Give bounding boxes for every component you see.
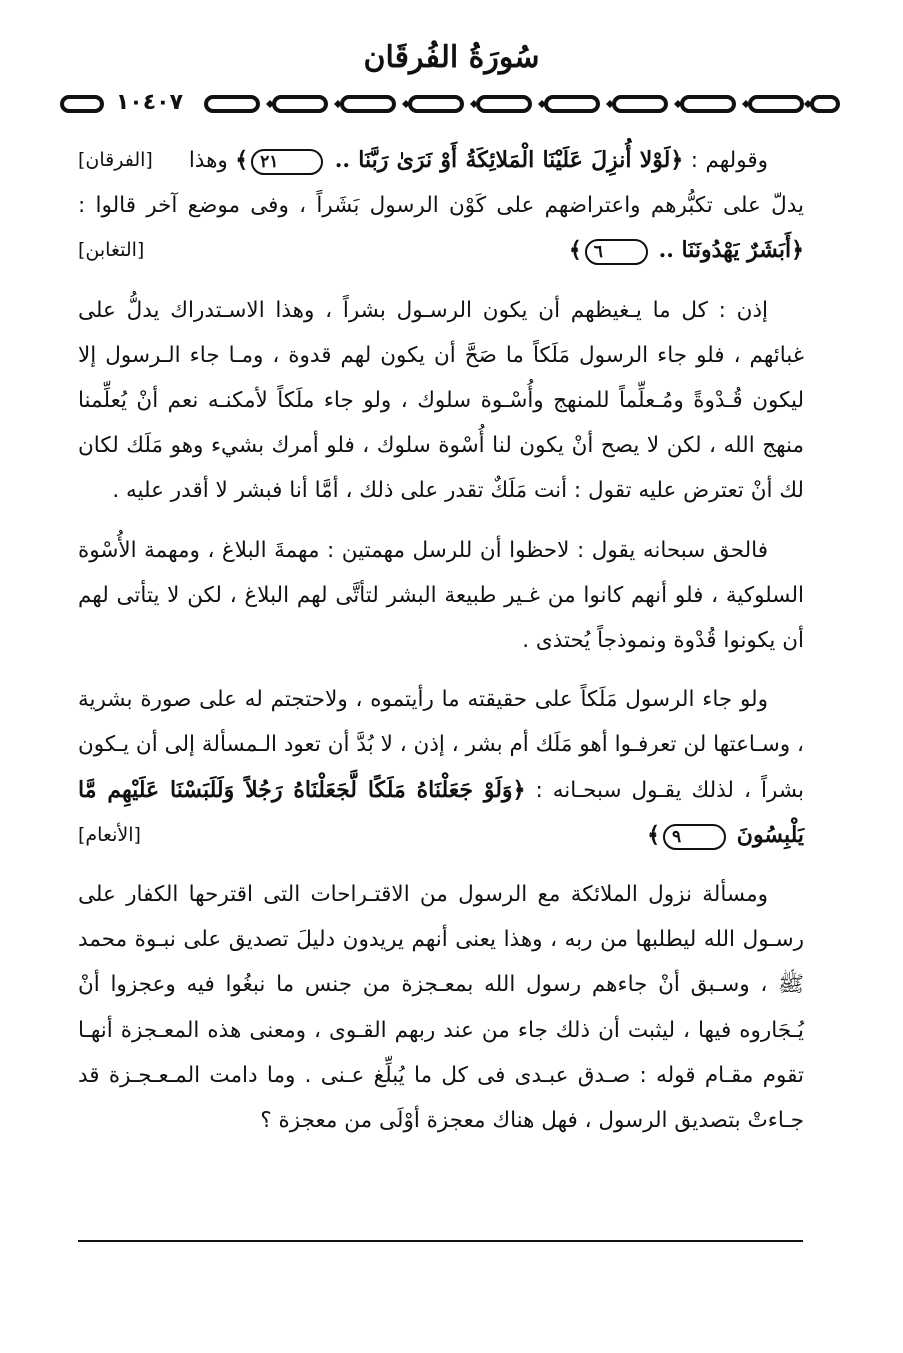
- paragraph-5: ومسألة نزول الملائكة مع الرسول من الاقتـراحات التى اقترحها الكفار على رسـول الله ليطلبها من ربه ، وهذا يعنى أنهم يريدون دليلَ تصديق على نبـوة محمد ﷺ ، وسـبق أنْ جاءهم رسول الله بمعـجزة من جنس ما نبغُوا فيه وعجزوا أنْ يُـجَاروه فيها ، ليثبت أن ذلك جاء من عند ربهم القـوى ، ومعنى هذه المعـجزة أنهـا تقوم مقـام قوله : صـدق عبـدى فى كل ما يُبلِّغ عـنى . وما دامت المـعـجـزة قد جـاءتْ بتصديق الرسول ، فهل هناك معجزة أوْلَى من معجزة ؟: [78, 882, 804, 1134]
- surah-reference: [التغابن]: [78, 239, 145, 262]
- paragraph-text: ولو جاء الرسول مَلَكاً على حقيقته ما رأيتموه ، ولاحتجتم له على صورة بشرية ، وسـاعتها لن تعرفـوا أهو مَلَك أم بشر ، إذن ، لا بُدَّ أن تعود الـمسألة إلى أن يـكون بشراً ، لذلك يقـول سبحـانه :: [78, 687, 804, 803]
- paragraph-4: [78, 677, 804, 858]
- verse-close-bracket: ﴾: [647, 821, 660, 848]
- verse-text: وَلَوْ جَعَلْنَاهُ مَلَكًا لَّجَعَلْنَاهُ رَجُلاً وَلَلَبَسْنَا عَلَيْهِم مَّا يَلْبِسُونَ: [78, 776, 804, 848]
- verse-text: لَوْلا أُنزِلَ عَلَيْنَا الْمَلائِكَةُ أَوْ نَرَىٰ رَبَّنَا ..: [334, 147, 671, 173]
- paragraph-text: وهذا يدلّ على تكبُّرهم واعتراضهم على كَوْن الرسول بَشَراً ، وفى موضع آخر قالوا :: [78, 148, 804, 219]
- surah-reference: [الفرقان]: [78, 149, 153, 171]
- verse-open-bracket: ﴿: [791, 237, 804, 264]
- verse-close-bracket: ﴾: [568, 237, 582, 264]
- paragraph-2: إذن : كل ما يـغيظهم أن يكون الرسـول بشراً ، وهذا الاسـتدراك يدلُّ على غبائهم ، فلو جاء الرسول مَلَكاً ما صَحَّ أن يكون لهم قدوة ، ومـا جاء الـرسول إلا ليكون قُـدْوةً ومُـعلِّماً للمنهج وأُسْـوة سلوك ، ولو جاء ملَكاً لأمكنـه نعم أنْ يُعلِّمنا منهج الله ، لكن لا يصح أنْ يكون لنا أُسْوة سلوك ، فلو أمرك بشيء وهو مَلَك لكان لك أنْ تعترض عليه تقول : أنت مَلَكٌ تقدر على ذلك ، أمَّا أنا فبشر لا أقدر عليه .: [78, 297, 804, 504]
- paragraph-1: [78, 138, 804, 274]
- paragraph-lead: وقولهم :: [690, 148, 768, 173]
- page-number: ١٠٤٠٧: [112, 88, 187, 118]
- paragraph-3: فالحق سبحانه يقول : لاحظوا أن للرسل مهمتين : مهمةَ البلاغ ، ومهمة الأُسْوة السلوكية ، فلو أنهم كانوا من غـير طبيعة البشر لتأتَّى لهم البلاغ ، لكن لا يتأتى لهم أن يكونوا قُدْوة ونموذجاً يُحتذى .: [78, 537, 804, 654]
- surah-title: سُورَةُ الفُرقَان: [363, 40, 540, 75]
- quran-verse: [235, 147, 683, 173]
- surah-reference: [الأنعام]: [78, 823, 141, 846]
- ayah-number: ٦: [585, 239, 648, 265]
- ayah-number: ٢١: [251, 149, 323, 175]
- verse-open-bracket: ﴿: [512, 776, 526, 803]
- page-body: [78, 138, 804, 1157]
- verse-close-bracket: ﴾: [235, 147, 249, 173]
- verse-open-bracket: ﴿: [670, 147, 684, 173]
- footer-rule: [78, 1240, 803, 1242]
- ayah-number: ٩: [663, 824, 726, 850]
- verse-text: أَبَشَرٌ يَهْدُونَنَا ..: [658, 237, 792, 264]
- quran-verse: [569, 237, 804, 263]
